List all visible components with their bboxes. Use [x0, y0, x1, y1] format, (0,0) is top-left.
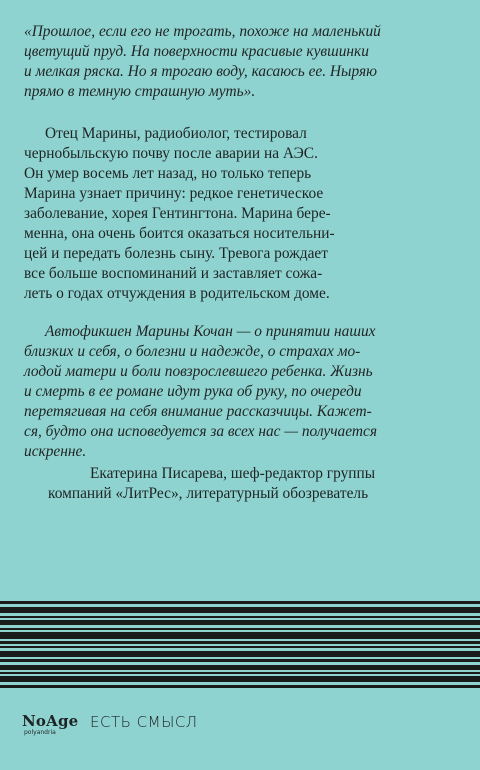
summary-line: леть о годах отчуждения в родительском доме. — [24, 285, 330, 302]
stripe — [0, 665, 480, 670]
summary-line: Он умер восемь лет назад, но только теперь — [24, 165, 312, 182]
stripe — [0, 601, 480, 604]
quote-line: цветущий пруд. На поверхности красивые кувшинки — [24, 43, 369, 60]
quote-line: и мелкая ряска. Но я трогаю воду, касаюсь ее. Ныряю — [24, 63, 377, 80]
attribution-line: Екатерина Писарева, шеф-редактор группы — [90, 465, 376, 482]
barcode-stripes — [0, 601, 480, 689]
series-name: ЕСТЬ СМЫСЛ — [90, 713, 198, 731]
publisher-logo — [22, 712, 79, 736]
review-line: Автофикшен Марины Кочан — о принятии наших — [45, 323, 376, 340]
quote-line: прямо в темную страшную муть». — [24, 83, 256, 100]
review-line: близких и себя, о болезни и надежде, о страхах мо- — [24, 343, 361, 360]
logo-subtext: polyandria — [24, 729, 56, 736]
stripe — [0, 676, 480, 682]
review-line: лодой матери и боли повзрослевшего ребенка. Жизнь — [24, 363, 373, 380]
stripe — [0, 646, 480, 648]
stripe — [0, 628, 480, 630]
logo-text: NoAge — [22, 712, 79, 730]
review-line: перетягивая на себя внимание рассказчицы. Кажет- — [24, 403, 372, 420]
summary-line: чернобыльскую почву после аварии на АЭС. — [24, 145, 318, 162]
stripe — [0, 659, 480, 662]
stripe — [0, 616, 480, 618]
stripe — [0, 620, 480, 625]
review-line: ся, будто она исповедуется за всех нас — получается — [24, 423, 377, 440]
quote-line: «Прошлое, если его не трогать, похоже на маленький — [24, 23, 381, 40]
stripe — [0, 651, 480, 657]
stripe — [0, 685, 480, 688]
stripe — [0, 672, 480, 674]
summary-line: цей и передать болезнь сыну. Тревога рождает — [24, 245, 328, 262]
summary-line: все больше воспоминаний и заставляет сожа- — [24, 265, 323, 282]
review-line: искренне. — [24, 443, 87, 460]
stripe — [0, 632, 480, 639]
summary-line: менна, она очень боится оказаться носительни- — [24, 225, 335, 242]
attribution-line: компаний «ЛитРес», литературный обозреватель — [48, 485, 369, 502]
review-line: и смерть в ее романе идут рука об руку, по очереди — [24, 383, 362, 400]
summary-line: заболевание, хорея Гентингтона. Марина бере- — [24, 205, 331, 222]
summary-line: Марина узнает причину: редкое генетическое — [24, 185, 324, 202]
stripe — [0, 641, 480, 644]
stripe — [0, 607, 480, 613]
summary-line: Отец Марины, радиобиолог, тестировал — [45, 125, 307, 142]
